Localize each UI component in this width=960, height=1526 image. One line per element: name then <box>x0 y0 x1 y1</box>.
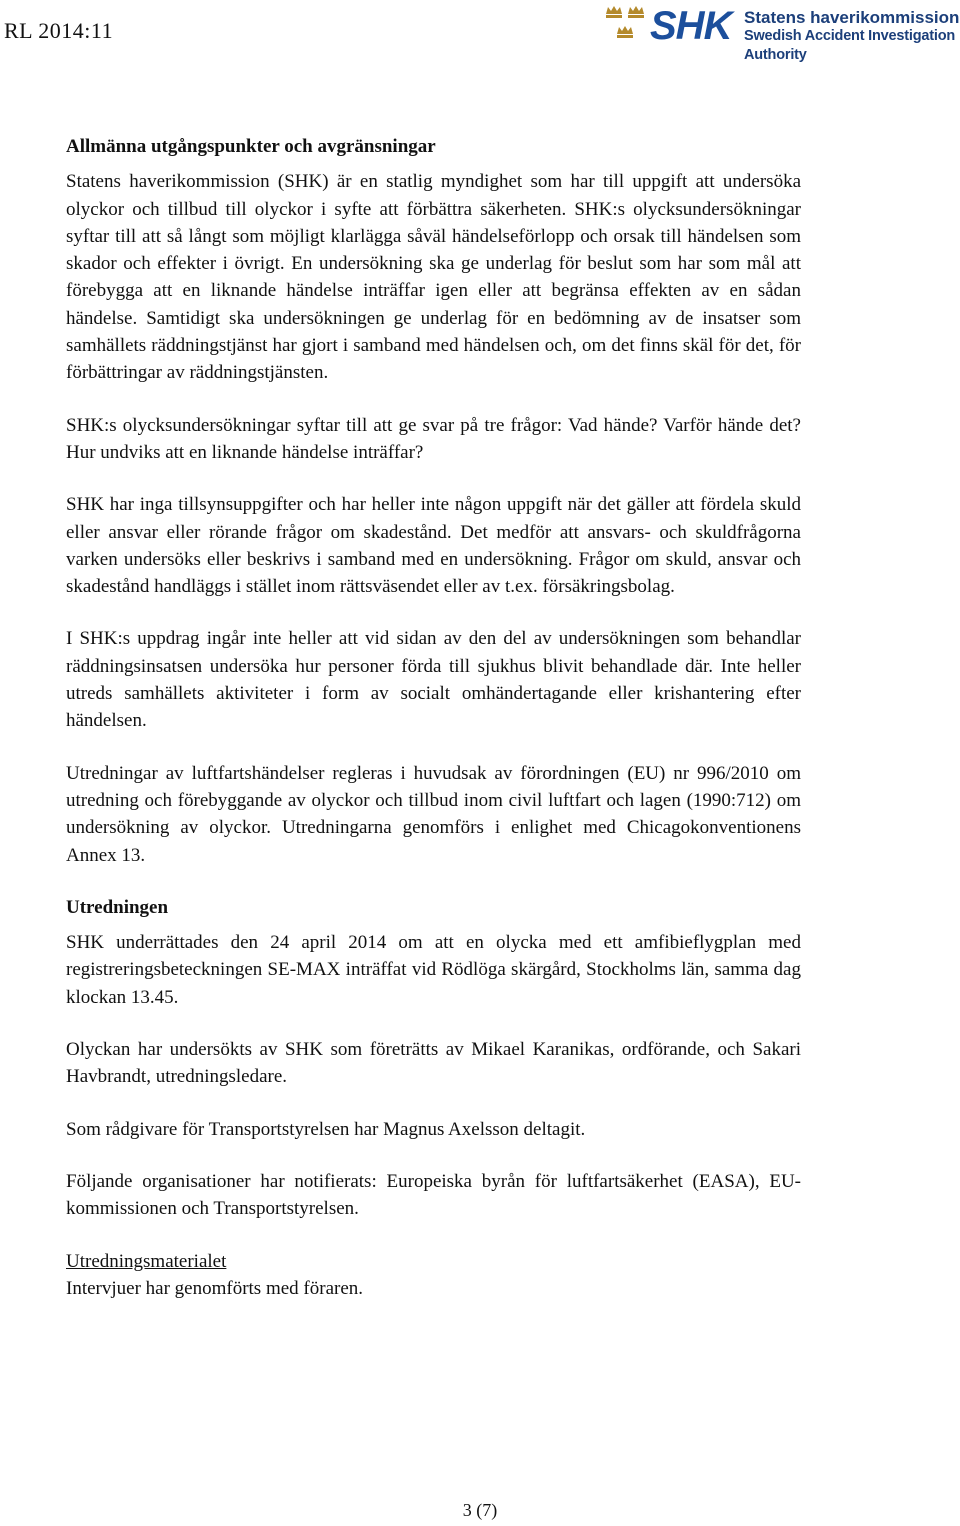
paragraph: SHK underrättades den 24 april 2014 om att en olycka med ett amfibieflygplan med registreringsbeteckningen SE-MAX inträffat vid Rödlöga skärgård, Stockholms län, samma dag klockan 13.45. <box>66 932 801 1008</box>
paragraph: Utredningar av luftfartshändelser regleras i huvudsak av förordningen (EU) nr 996/2010 om utredning och förebyggande av olyckor och tillbud inom civil luftfart och lagen (1990:712) om undersökning av olyckor. Utredningarna genomförs i enlighet med Chicagokonventionens Annex 13. <box>66 762 801 866</box>
paragraph: SHK har inga tillsynsuppgifter och har heller inte någon uppgift när det gäller att fördela skuld eller ansvar eller rörande frågor om skadestånd. Det medför att ansvars- och skuldfrågorna varken undersöks eller beskrivs i samband med en undersökning. Frågor om skuld, ansvar och skadestånd handläggs i stället inom rättsväsendet eller av t.ex. försäkringsbolag. <box>66 494 801 598</box>
paragraph: Statens haverikommission (SHK) är en statlig myndighet som har till uppgift att undersöka olyckor och tillbud till olyckor i syfte att förbättra säkerheten. SHK:s olycksundersökningar syftar till att så långt som möjligt klarlägga såväl händelseförlopp och orsak till händelsen som skador och effekter i övrigt. En undersökning ska ge underlag för beslut som har som mål att förebygga att en liknande händelse inträffar igen eller att begränsa effekten av en sådan händelse. Samtidigt ska undersökningen ge underlag för en bedömning av de insatser som samhällets räddningstjänst har gjort i samband med händelsen och, om det finns skäl för det, för förbättringar av räddningstjänsten. <box>66 171 801 384</box>
authority-name-sv: Statens haverikommission <box>744 8 960 27</box>
paragraph: I SHK:s uppdrag ingår inte heller att vid sidan av den del av undersökningen som behandlar räddningsinsatsen undersöka hur personer förda till sjukhus blivit behandlade där. Inte heller utreds samhällets aktiviteter i form av socialt omhändertagande eller krishantering efter händelsen. <box>66 628 801 732</box>
paragraph: Intervjuer har genomförts med föraren. <box>66 1277 364 1299</box>
shk-mark: SHK <box>650 4 732 48</box>
three-crowns-icon <box>604 4 648 46</box>
heading-general: Allmänna utgångspunkter och avgränsningar <box>66 136 436 157</box>
paragraph: Olyckan har undersökts av SHK som företrätts av Mikael Karanikas, ordförande, och Sakari Havbrandt, utredningsledare. <box>66 1039 801 1088</box>
heading-investigation: Utredningen <box>66 896 169 918</box>
page-number: 3 (7) <box>462 1500 498 1520</box>
report-id: RL 2014:11 <box>4 18 114 43</box>
logo-text <box>744 8 960 65</box>
paragraph: Som rådgivare för Transportstyrelsen har Magnus Axelsson deltagit. <box>66 1118 586 1140</box>
document-body <box>66 133 801 1302</box>
paragraph: SHK:s olycksundersökningar syftar till att ge svar på tre frågor: Vad hände? Varför hände det? Hur undviks att en liknande händelse inträffar? <box>66 414 801 463</box>
authority-name-en: Swedish Accident Investigation Authority <box>744 28 956 63</box>
paragraph: Följande organisationer har notifierats: Europeiska byrån för luftfartsäkerhet (EASA), EU-kommissionen och Transportstyrelsen. <box>66 1170 801 1220</box>
subheading-material: Utredningsmaterialet <box>66 1250 227 1272</box>
shk-logo <box>604 4 960 63</box>
